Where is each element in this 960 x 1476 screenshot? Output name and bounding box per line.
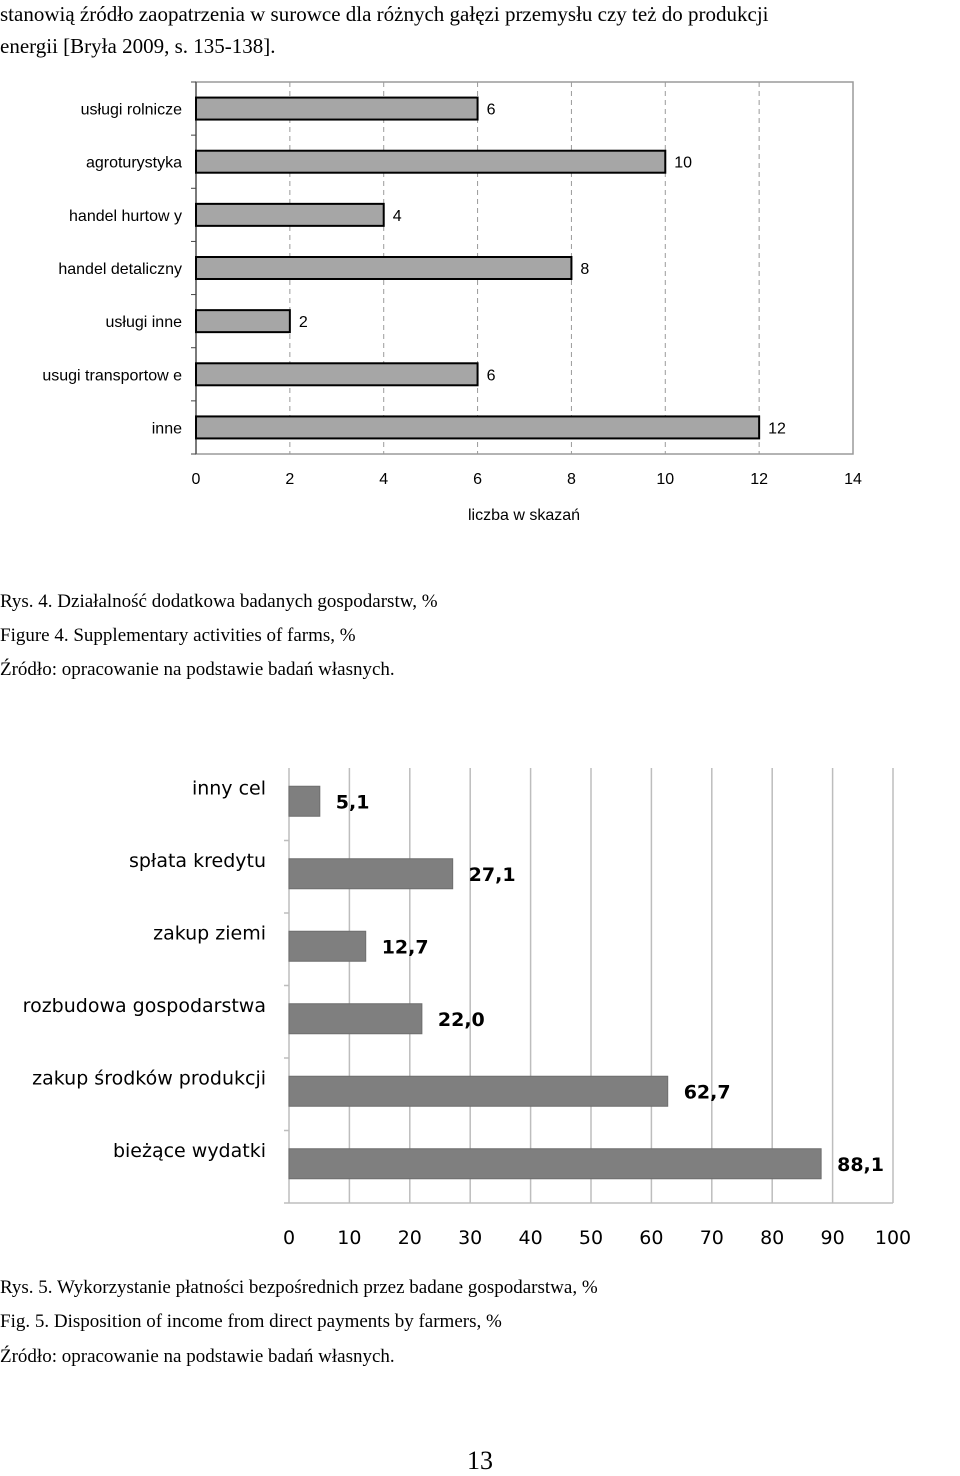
x-tick-label: 100 <box>874 1227 912 1249</box>
chart-direct-payments <box>0 750 960 1250</box>
bar <box>196 257 571 279</box>
bar <box>289 1004 422 1034</box>
chart-supplementary-activities <box>0 60 960 530</box>
data-label: 10 <box>674 154 693 172</box>
category-label: rozbudowa gospodarstwa <box>22 994 266 1017</box>
category-label: zakup ziemi <box>153 922 266 945</box>
category-label: spłata kredytu <box>128 849 266 872</box>
category-label: zakup środków produkcji <box>32 1067 266 1090</box>
category-label: inne <box>151 420 182 438</box>
bar <box>289 1149 821 1179</box>
x-tick-label: 40 <box>518 1227 543 1249</box>
bar <box>196 204 384 226</box>
x-tick-label: 10 <box>656 471 675 488</box>
category-label: bieżące wydatki <box>112 1139 266 1162</box>
data-label: 12,7 <box>381 936 429 959</box>
data-label: 22,0 <box>437 1008 485 1031</box>
x-tick-label: 2 <box>285 471 295 488</box>
x-tick-label: 6 <box>473 471 483 488</box>
data-label: 5,1 <box>335 791 370 814</box>
category-label: usługi rolnicze <box>80 101 182 119</box>
bar <box>196 98 478 120</box>
x-tick-label: 50 <box>578 1227 604 1249</box>
bar <box>196 416 759 438</box>
x-tick-label: 60 <box>639 1227 664 1249</box>
category-label: usługi inne <box>105 314 182 332</box>
x-tick-label: 80 <box>760 1227 785 1249</box>
bar <box>196 310 290 332</box>
data-label: 62,7 <box>683 1081 731 1104</box>
data-label: 8 <box>580 261 590 278</box>
x-tick-label: 4 <box>379 471 389 488</box>
data-label: 4 <box>392 207 402 225</box>
x-tick-label: 0 <box>191 471 201 488</box>
x-tick-label: 20 <box>397 1227 422 1249</box>
figure5-caption-en: Fig. 5. Disposition of income from direct payments by farmers, % <box>0 1311 502 1332</box>
data-label: 27,1 <box>468 863 516 886</box>
data-label: 88,1 <box>837 1153 885 1176</box>
bar <box>289 931 366 961</box>
figure4-caption-en: Figure 4. Supplementary activities of farms, % <box>0 625 356 646</box>
data-label: 6 <box>486 367 496 385</box>
category-label: agroturystyka <box>85 154 182 172</box>
x-tick-label: 0 <box>282 1227 296 1249</box>
x-tick-label: 14 <box>844 471 862 488</box>
x-tick-label: 10 <box>337 1227 362 1249</box>
page-number: 13 <box>467 1446 493 1475</box>
figure4-caption-pl: Rys. 4. Działalność dodatkowa badanych gospodarstw, % <box>0 591 438 612</box>
figure4-source: Źródło: opracowanie na podstawie badań własnych. <box>0 659 395 680</box>
bar <box>289 786 320 816</box>
x-tick-label: 70 <box>699 1227 724 1249</box>
bar <box>196 151 665 173</box>
data-label: 6 <box>486 101 496 119</box>
bar <box>289 859 453 889</box>
x-tick-label: 8 <box>566 471 576 488</box>
data-label: 12 <box>768 420 786 438</box>
figure5-caption-pl: Rys. 5. Wykorzystanie płatności bezpośrednich przez badane gospodarstwa, % <box>0 1277 598 1298</box>
intro-line-1: stanowią źródło zaopatrzenia w surowce dla różnych gałęzi przemysłu czy też do produkcji <box>0 2 769 26</box>
x-axis-title: liczba w skazań <box>467 507 581 524</box>
x-tick-label: 30 <box>458 1227 483 1249</box>
intro-line-2: energii [Bryła 2009, s. 135-138]. <box>0 34 276 58</box>
data-label: 2 <box>298 314 308 332</box>
category-label: inny cel <box>191 777 266 800</box>
bar <box>289 1076 668 1106</box>
category-label: handel hurtow y <box>69 207 182 225</box>
category-label: handel detaliczny <box>58 261 182 278</box>
x-tick-label: 90 <box>820 1227 845 1249</box>
figure5-source: Źródło: opracowanie na podstawie badań własnych. <box>0 1346 395 1367</box>
bar <box>196 363 478 385</box>
x-tick-label: 12 <box>750 471 769 488</box>
category-label: usugi transportow e <box>42 367 182 385</box>
